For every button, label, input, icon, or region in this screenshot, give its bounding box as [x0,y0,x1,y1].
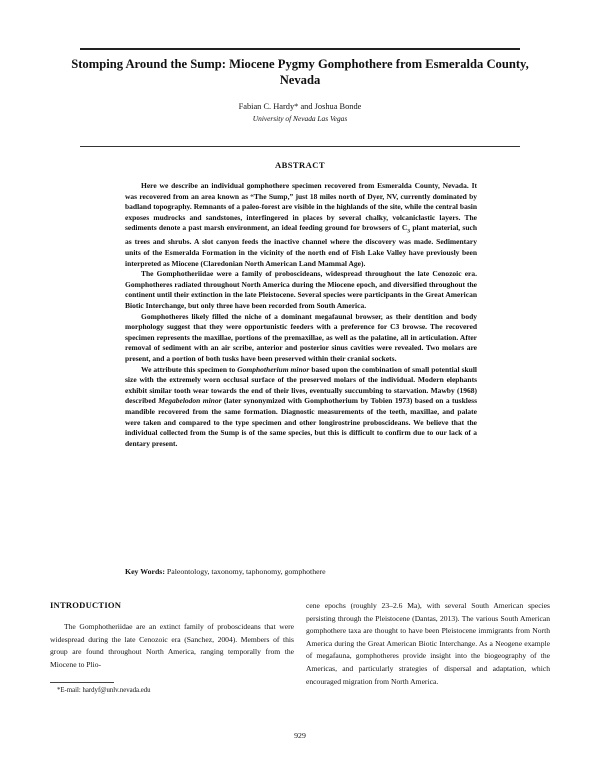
introduction-left-text: The Gomphotheriidae are an extinct family of proboscideans that were widespread during the late Cenozoic era (Sanchez, 2004). Members of this group are found throughout North America, ranging temporally from the Miocene to Plio- [50,622,294,669]
abstract-paragraph-1 [125,181,477,269]
top-rule [80,48,520,50]
abstract-p4-c: based upon the combination of small potential skull size with the extremely worn occlusal surface of the preserved molars of the individual. Modern elephants exhibit similar tooth wear towards the end of their lives, eventually succumbing to starvation. Mawby (1968) described [125,364,478,406]
c3-letter: C [401,223,408,233]
abstract-p1-end: plant material, such as trees and shrubs. A slot canyon feeds the inactive channel where the discovery was made. Sedimentary units of the Esmeralda Formation in the vicinity of the north end of Fish Lake Valley have previously been interpreted as Miocene (Claredonian North American Land Mammal Age). [125,223,478,268]
author-line: Fabian C. Hardy* and Joshua Bonde [238,102,362,111]
introduction-heading: INTRODUCTION [50,600,122,610]
page-number: 929 [294,731,306,740]
abstract-heading: ABSTRACT [275,160,325,170]
abstract-paragraph-4 [125,365,477,450]
footnote: *E-mail: hardyf@unlv.nevada.edu [57,687,151,694]
paper-title: Stomping Around the Sump: Miocene Pygmy Gomphothere from Esmeralda County, Nevada [71,57,529,87]
affiliation: University of Nevada Las Vegas [252,114,348,123]
introduction-right-text: cene epochs (roughly 23–2.6 Ma), with several South American species persisting through the Pleistocene (Dantas, 2013). The various South American gomphothere taxa are thought to have been Pleistocene immigrants from North America during the Great American Biotic Interchange. As a Neogene example of megafauna, gomphotheres provide insight into the biogeography of the Americas, and particularly strategies of dispersal and adaptation, which encouraged migration from North America. [306,601,550,686]
left-column [50,600,294,671]
footnote-rule [50,682,114,683]
taxon-megabelodon-minor: Megabelodon minor [158,396,222,406]
keywords-line [125,566,477,577]
abstract-paragraph-3: Gomphotheres likely filled the niche of a dominant megafaunal browser, as their dentition and body morphology suggest that they were opportunistic feeders with a preference for C3 browse. The recovered specimen represents the maxillae, portions of the premaxillae, as well as the palatine, all in articulation. After removal of sediment with an air scribe, anterior and posterior sinus cavities were revealed. Two molars are present, and a portion of both tusks have been preserved within their cranial sockets. [125,311,477,363]
abstract-p4-a: We attribute this specimen to [141,364,236,374]
taxon-gomphotherium-minor: Gomphotherium minor [237,364,310,374]
c3-subscript: 3 [407,228,411,235]
keywords-label: Key Words: [125,567,165,576]
abstract-rule [80,146,520,147]
right-column [306,600,550,688]
abstract-p1-text: Here we describe an individual gomphothere specimen recovered from Esmeralda County, Nevada. It was recovered from an area known as “The Sump,” just 18 miles north of Dyer, NV, currently dominated by badland topography. Remnants of a paleo-forest are visible in the highlands of the site, while the central basin exposes mudrocks and sandstones, interfingered in places by several chalky, volcaniclastic layers. The sediments denote a past marsh environment, an ideal feeding ground for browsers of [125,181,477,233]
keywords-list: Paleontology, taxonomy, taphonomy, gomphothere [166,567,326,576]
abstract-body [125,181,477,449]
abstract-p4-e: (later synonymized with Gomphotherium by Tobien 1973) based on a tuskless mandible recovered from the same formation. Diagnostic measurements of the teeth, maxillae, and palate were taken and compared to the type specimen and other longirostrine proboscideans. We believe that the individual collected from the Sump is of the same species, but this is difficult to confirm due to our lack of a dentary present. [125,396,477,448]
abstract-paragraph-2: The Gomphotheriidae were a family of proboscideans, widespread throughout the late Cenozoic era. Gomphotheres radiated throughout North America during the Miocene epoch, and diversified throughout the continent until their extinction in the late Pleistocene. Several species were participants in the Great American Biotic Interchange, but only three have been recorded from South America. [125,269,477,311]
